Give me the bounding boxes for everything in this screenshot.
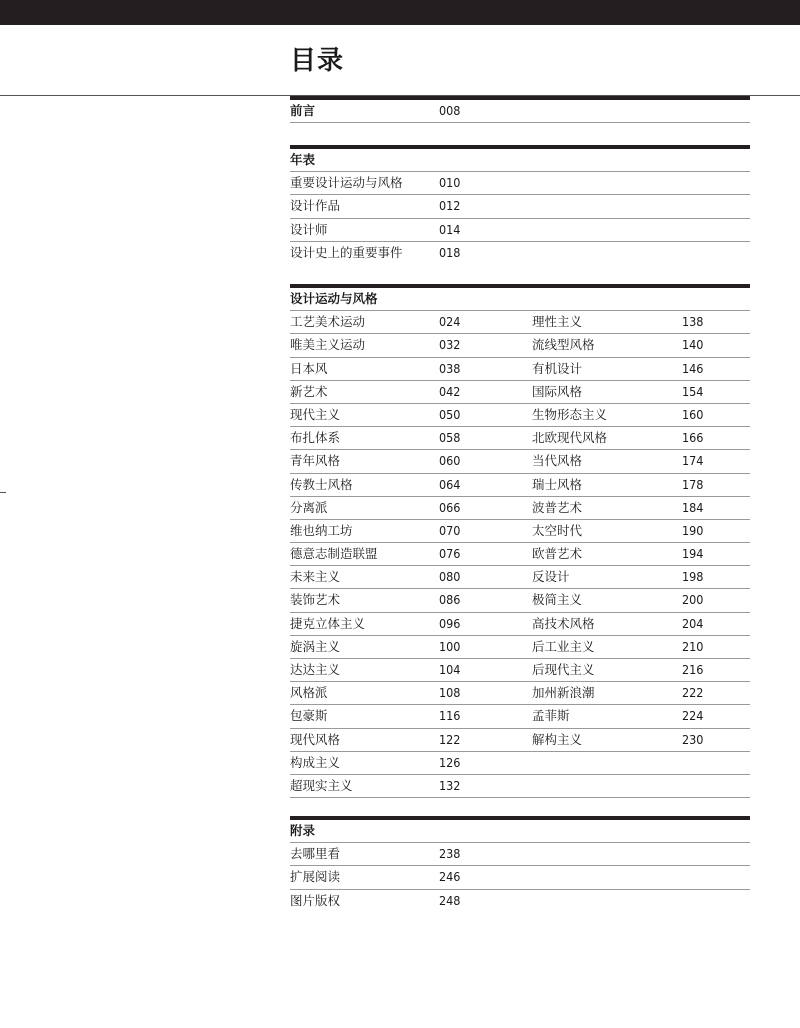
toc-row — [290, 497, 750, 520]
toc-entry[interactable] — [290, 890, 750, 912]
toc-entry-page: 066 — [439, 499, 461, 515]
toc-row — [290, 474, 750, 497]
toc-entry-label: 高技术风格 — [532, 615, 595, 631]
toc-entry-page: 194 — [682, 546, 704, 562]
toc-entry-label: 当代风格 — [532, 453, 583, 469]
toc-entry-page: 174 — [682, 453, 704, 469]
toc-entry-label: 现代风格 — [290, 731, 341, 747]
toc-entry-label: 瑞士风格 — [532, 476, 583, 492]
toc-entry[interactable] — [290, 219, 750, 242]
toc-entry-page: 116 — [439, 708, 461, 724]
toc-row — [290, 729, 750, 752]
toc-entry-label: 构成主义 — [290, 754, 341, 770]
toc-entry-page: 014 — [439, 221, 461, 237]
toc-entry-label: 现代主义 — [290, 406, 341, 422]
toc-entry-label: 理性主义 — [532, 314, 583, 330]
toc-entry-page: 038 — [439, 360, 461, 376]
toc-entry-label: 北欧现代风格 — [532, 430, 608, 446]
toc-entry-label: 风格派 — [290, 685, 328, 701]
toc-entry-label: 后工业主义 — [532, 638, 595, 654]
toc-entry-label: 达达主义 — [290, 662, 341, 677]
toc-entry-label: 去哪里看 — [290, 846, 341, 862]
toc-entry-label: 青年风格 — [290, 453, 341, 469]
toc-entry-label: 国际风格 — [532, 383, 583, 399]
toc-entry-page: 096 — [439, 615, 461, 631]
toc-entry-page: 138 — [682, 314, 704, 330]
toc-entry-label: 捷克立体主义 — [290, 615, 366, 631]
toc-entry-label: 图片版权 — [290, 892, 341, 908]
toc-row — [290, 358, 750, 381]
toc-entry-page: 024 — [439, 314, 461, 330]
toc-entry-label: 布扎体系 — [290, 430, 341, 446]
section-heading — [290, 288, 750, 311]
toc-entry-page: 248 — [439, 892, 461, 908]
toc-entry-label: 欧普艺术 — [532, 546, 583, 562]
toc-entry-label: 反设计 — [532, 569, 570, 585]
toc-entry-label: 超现实主义 — [290, 777, 353, 793]
toc-entry-page: 166 — [682, 430, 704, 446]
toc-entry-page: 216 — [682, 662, 704, 677]
toc-entry-label: 设计史上的重要事件 — [290, 244, 403, 260]
toc-entry-page: 126 — [439, 754, 461, 770]
toc-entry[interactable] — [290, 866, 750, 889]
toc-entry-page: 238 — [439, 846, 461, 862]
toc-row — [290, 636, 750, 659]
toc-row — [290, 705, 750, 728]
toc-row — [290, 589, 750, 612]
toc-entry-page: 050 — [439, 406, 461, 422]
toc-entry-label: 装饰艺术 — [290, 592, 341, 608]
toc-entry[interactable] — [290, 242, 750, 264]
toc-entry-page: 100 — [439, 638, 461, 654]
toc-entry-label: 设计师 — [290, 221, 328, 237]
toc-entry-page: 178 — [682, 476, 704, 492]
section-heading-label: 设计运动与风格 — [290, 291, 378, 306]
toc-entry-label: 旋涡主义 — [290, 638, 341, 654]
section-movements — [290, 284, 750, 798]
toc-entry-page: 222 — [682, 685, 704, 701]
toc-entry-label: 有机设计 — [532, 360, 583, 376]
toc-entry-page: 070 — [439, 522, 461, 538]
toc-entry-label: 新艺术 — [290, 383, 328, 399]
toc-entry-label: 维也纳工坊 — [290, 522, 353, 538]
toc-entry-page: 104 — [439, 662, 461, 677]
toc-row — [290, 450, 750, 473]
toc-row — [290, 682, 750, 705]
toc-entry-label: 工艺美术运动 — [290, 314, 366, 330]
toc-entry-page: 224 — [682, 708, 704, 724]
toc-entry-label: 前言 — [290, 103, 316, 118]
toc-entry-preface[interactable] — [290, 100, 750, 123]
section-heading-label: 年表 — [290, 152, 316, 167]
toc-entry-page: 018 — [439, 244, 461, 260]
toc-entry-label: 波普艺术 — [532, 499, 583, 515]
toc-entry-page: 190 — [682, 522, 704, 538]
toc-entry-label: 传教士风格 — [290, 476, 353, 492]
toc-entry-page: 230 — [682, 731, 704, 747]
toc-entry-page: 012 — [439, 198, 461, 214]
toc-row — [290, 520, 750, 543]
toc-row — [290, 404, 750, 427]
section-heading — [290, 820, 750, 843]
toc-entry-page: 184 — [682, 499, 704, 515]
section-heading-label: 附录 — [290, 823, 316, 838]
toc-entry-page: 080 — [439, 569, 461, 585]
toc-row — [290, 334, 750, 357]
toc-entry-label: 日本风 — [290, 360, 328, 376]
toc-entry-label: 孟菲斯 — [532, 708, 570, 724]
toc-row — [290, 566, 750, 589]
toc-entry-page: 154 — [682, 383, 704, 399]
toc-entry-label: 唯美主义运动 — [290, 337, 366, 353]
toc-entry-label: 德意志制造联盟 — [290, 546, 378, 562]
toc-entry-label: 后现代主义 — [532, 662, 595, 677]
toc-entry-label: 加州新浪潮 — [532, 685, 595, 701]
toc-row — [290, 427, 750, 450]
toc-row — [290, 613, 750, 636]
toc-entry-page: 008 — [439, 103, 461, 118]
toc-entry-page: 200 — [682, 592, 704, 608]
toc-entry-page: 210 — [682, 638, 704, 654]
toc-entry-label: 设计作品 — [290, 198, 341, 214]
toc-entry-page: 122 — [439, 731, 461, 747]
toc-entry[interactable] — [290, 843, 750, 866]
margin-tick-mark — [0, 492, 6, 493]
toc-entry-label: 极简主义 — [532, 592, 583, 608]
toc-entry-page: 060 — [439, 453, 461, 469]
toc-entry-page: 140 — [682, 337, 704, 353]
toc-entry[interactable] — [290, 172, 750, 195]
toc-entry-page: 058 — [439, 430, 461, 446]
toc-row — [290, 311, 750, 334]
toc-entry-page: 108 — [439, 685, 461, 701]
toc-entry-label: 太空时代 — [532, 522, 583, 538]
toc-entry-label: 未来主义 — [290, 569, 341, 585]
top-black-bar — [0, 0, 800, 25]
toc-entry-page: 160 — [682, 406, 704, 422]
toc-row — [290, 381, 750, 404]
toc-entry-page: 010 — [439, 175, 461, 191]
section-chronology — [290, 145, 750, 264]
toc-row — [290, 752, 750, 775]
page-title: 目录 — [290, 46, 345, 76]
toc-entry-label: 扩展阅读 — [290, 869, 341, 885]
toc-entry-label: 流线型风格 — [532, 337, 595, 353]
section-preface — [290, 96, 750, 123]
toc-entry[interactable] — [290, 195, 750, 218]
toc-entry-page: 064 — [439, 476, 461, 492]
section-heading — [290, 149, 750, 172]
toc-row — [290, 543, 750, 566]
toc-entry-label: 重要设计运动与风格 — [290, 175, 403, 191]
toc-row — [290, 775, 750, 798]
toc-entry-label: 解构主义 — [532, 731, 583, 747]
section-appendix — [290, 816, 750, 912]
toc-entry-label: 分离派 — [290, 499, 328, 515]
toc-entry-page: 032 — [439, 337, 461, 353]
toc-entry-page: 146 — [682, 360, 704, 376]
toc-entry-page: 086 — [439, 592, 461, 608]
toc-entry-page: 204 — [682, 615, 704, 631]
toc-entry-page: 198 — [682, 569, 704, 585]
toc-entry-page: 076 — [439, 546, 461, 562]
toc-entry-page: 246 — [439, 869, 461, 885]
toc-entry-label: 包豪斯 — [290, 708, 328, 724]
toc-entry-page: 042 — [439, 383, 461, 399]
toc-entry-label: 生物形态主义 — [532, 406, 608, 422]
toc-entry-page: 132 — [439, 777, 461, 793]
toc-row — [290, 659, 750, 682]
